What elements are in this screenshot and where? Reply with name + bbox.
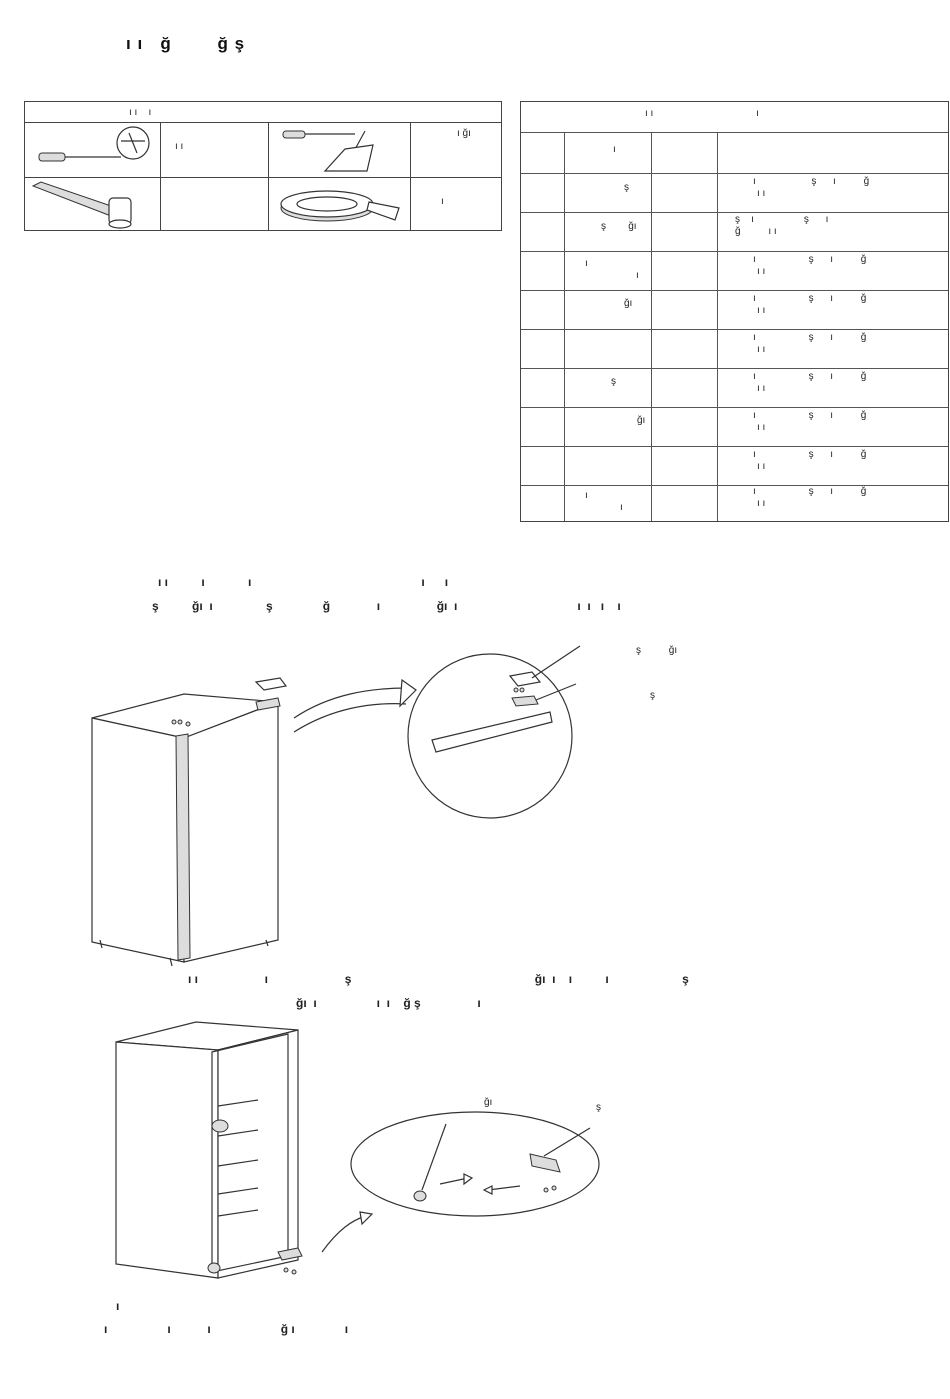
tool-label-tape: ı: [441, 196, 444, 207]
part-name: ğı: [637, 415, 646, 426]
part-desc: ı ş ı ğ: [753, 293, 867, 304]
footer-line: ı: [116, 1299, 120, 1313]
tool-label-cell: [161, 178, 269, 230]
tool-label-screwdriver: ı ı: [175, 141, 184, 152]
tools-table-header-text: ı ı ı: [129, 107, 152, 118]
page-heading: ı ı ğ ğ ş: [126, 34, 246, 53]
part-desc: ı ı: [757, 305, 766, 316]
screwdriver-icon: [25, 123, 159, 177]
figure2-label-cover: ğı: [484, 1097, 493, 1108]
putty-knife-icon: [269, 123, 409, 177]
tool-label-cell: [411, 123, 501, 178]
part-desc: ı ı: [757, 498, 766, 509]
tool-image-cell: [25, 123, 161, 178]
part-desc: ı ı: [757, 383, 766, 394]
tools-table-header: [25, 102, 501, 123]
part-name: ı: [585, 258, 588, 269]
part-desc: ı ş ı ğ: [753, 254, 867, 265]
paragraph-line: ı ı ı ş ğı ı ı ı ş: [188, 972, 689, 986]
figure2-label-hinge: ş: [596, 1102, 601, 1113]
hammer-icon: [25, 178, 159, 230]
tool-label-cell: [411, 178, 501, 230]
part-name: ı: [585, 490, 588, 501]
part-desc: ı ı: [757, 266, 766, 277]
parts-table-header: ı ı ı: [645, 108, 759, 119]
tools-table: [24, 101, 502, 231]
part-name: ı: [636, 270, 639, 281]
paragraph-line: ı ı ı ı ı ı: [158, 575, 449, 589]
part-name: ş: [611, 376, 616, 387]
part-name: ş ğı: [601, 221, 637, 232]
fridge-top-hinge-illustration: [80, 640, 640, 970]
part-desc: ı ş ı ğ: [753, 332, 867, 343]
part-desc: ı ş ı ğ: [753, 176, 870, 187]
part-desc: ş ı ş ı: [735, 214, 829, 225]
part-name: ı: [620, 502, 623, 513]
paragraph-line: ş ğı ı ş ğ ı ğı ı ı ı ı ı: [152, 599, 621, 613]
part-desc: ı ı: [757, 461, 766, 472]
part-desc: ı ş ı ğ: [753, 449, 867, 460]
part-name: ş: [624, 182, 629, 193]
part-desc: ı ş ı ğ: [753, 410, 867, 421]
footer-line: ı ı ı ğ ı ı: [104, 1322, 349, 1336]
part-desc: ı ı: [757, 344, 766, 355]
part-desc: ı ş ı ğ: [753, 371, 867, 382]
paragraph-line: ğı ı ı ı ğ ş ı: [296, 996, 481, 1010]
tool-label-putty-knife: ı ğı: [457, 128, 471, 139]
tool-label-cell: [161, 123, 269, 178]
part-name: ğı: [624, 298, 633, 309]
parts-col-header: ı: [613, 144, 616, 155]
part-desc: ğ ı ı: [735, 226, 777, 237]
parts-table: [520, 101, 949, 522]
tool-image-cell: [269, 178, 411, 230]
part-desc: ı ı: [757, 188, 766, 199]
figure1-label-hinge: ş: [650, 690, 655, 701]
tape-icon: [269, 178, 409, 230]
tool-image-cell: [25, 178, 161, 230]
part-desc: ı ı: [757, 422, 766, 433]
part-desc: ı ş ı ğ: [753, 486, 867, 497]
fridge-bottom-hinge-illustration: [100, 1016, 620, 1296]
figure1-label-hinge-cover: ş ğı: [636, 645, 678, 656]
tool-image-cell: [269, 123, 411, 178]
